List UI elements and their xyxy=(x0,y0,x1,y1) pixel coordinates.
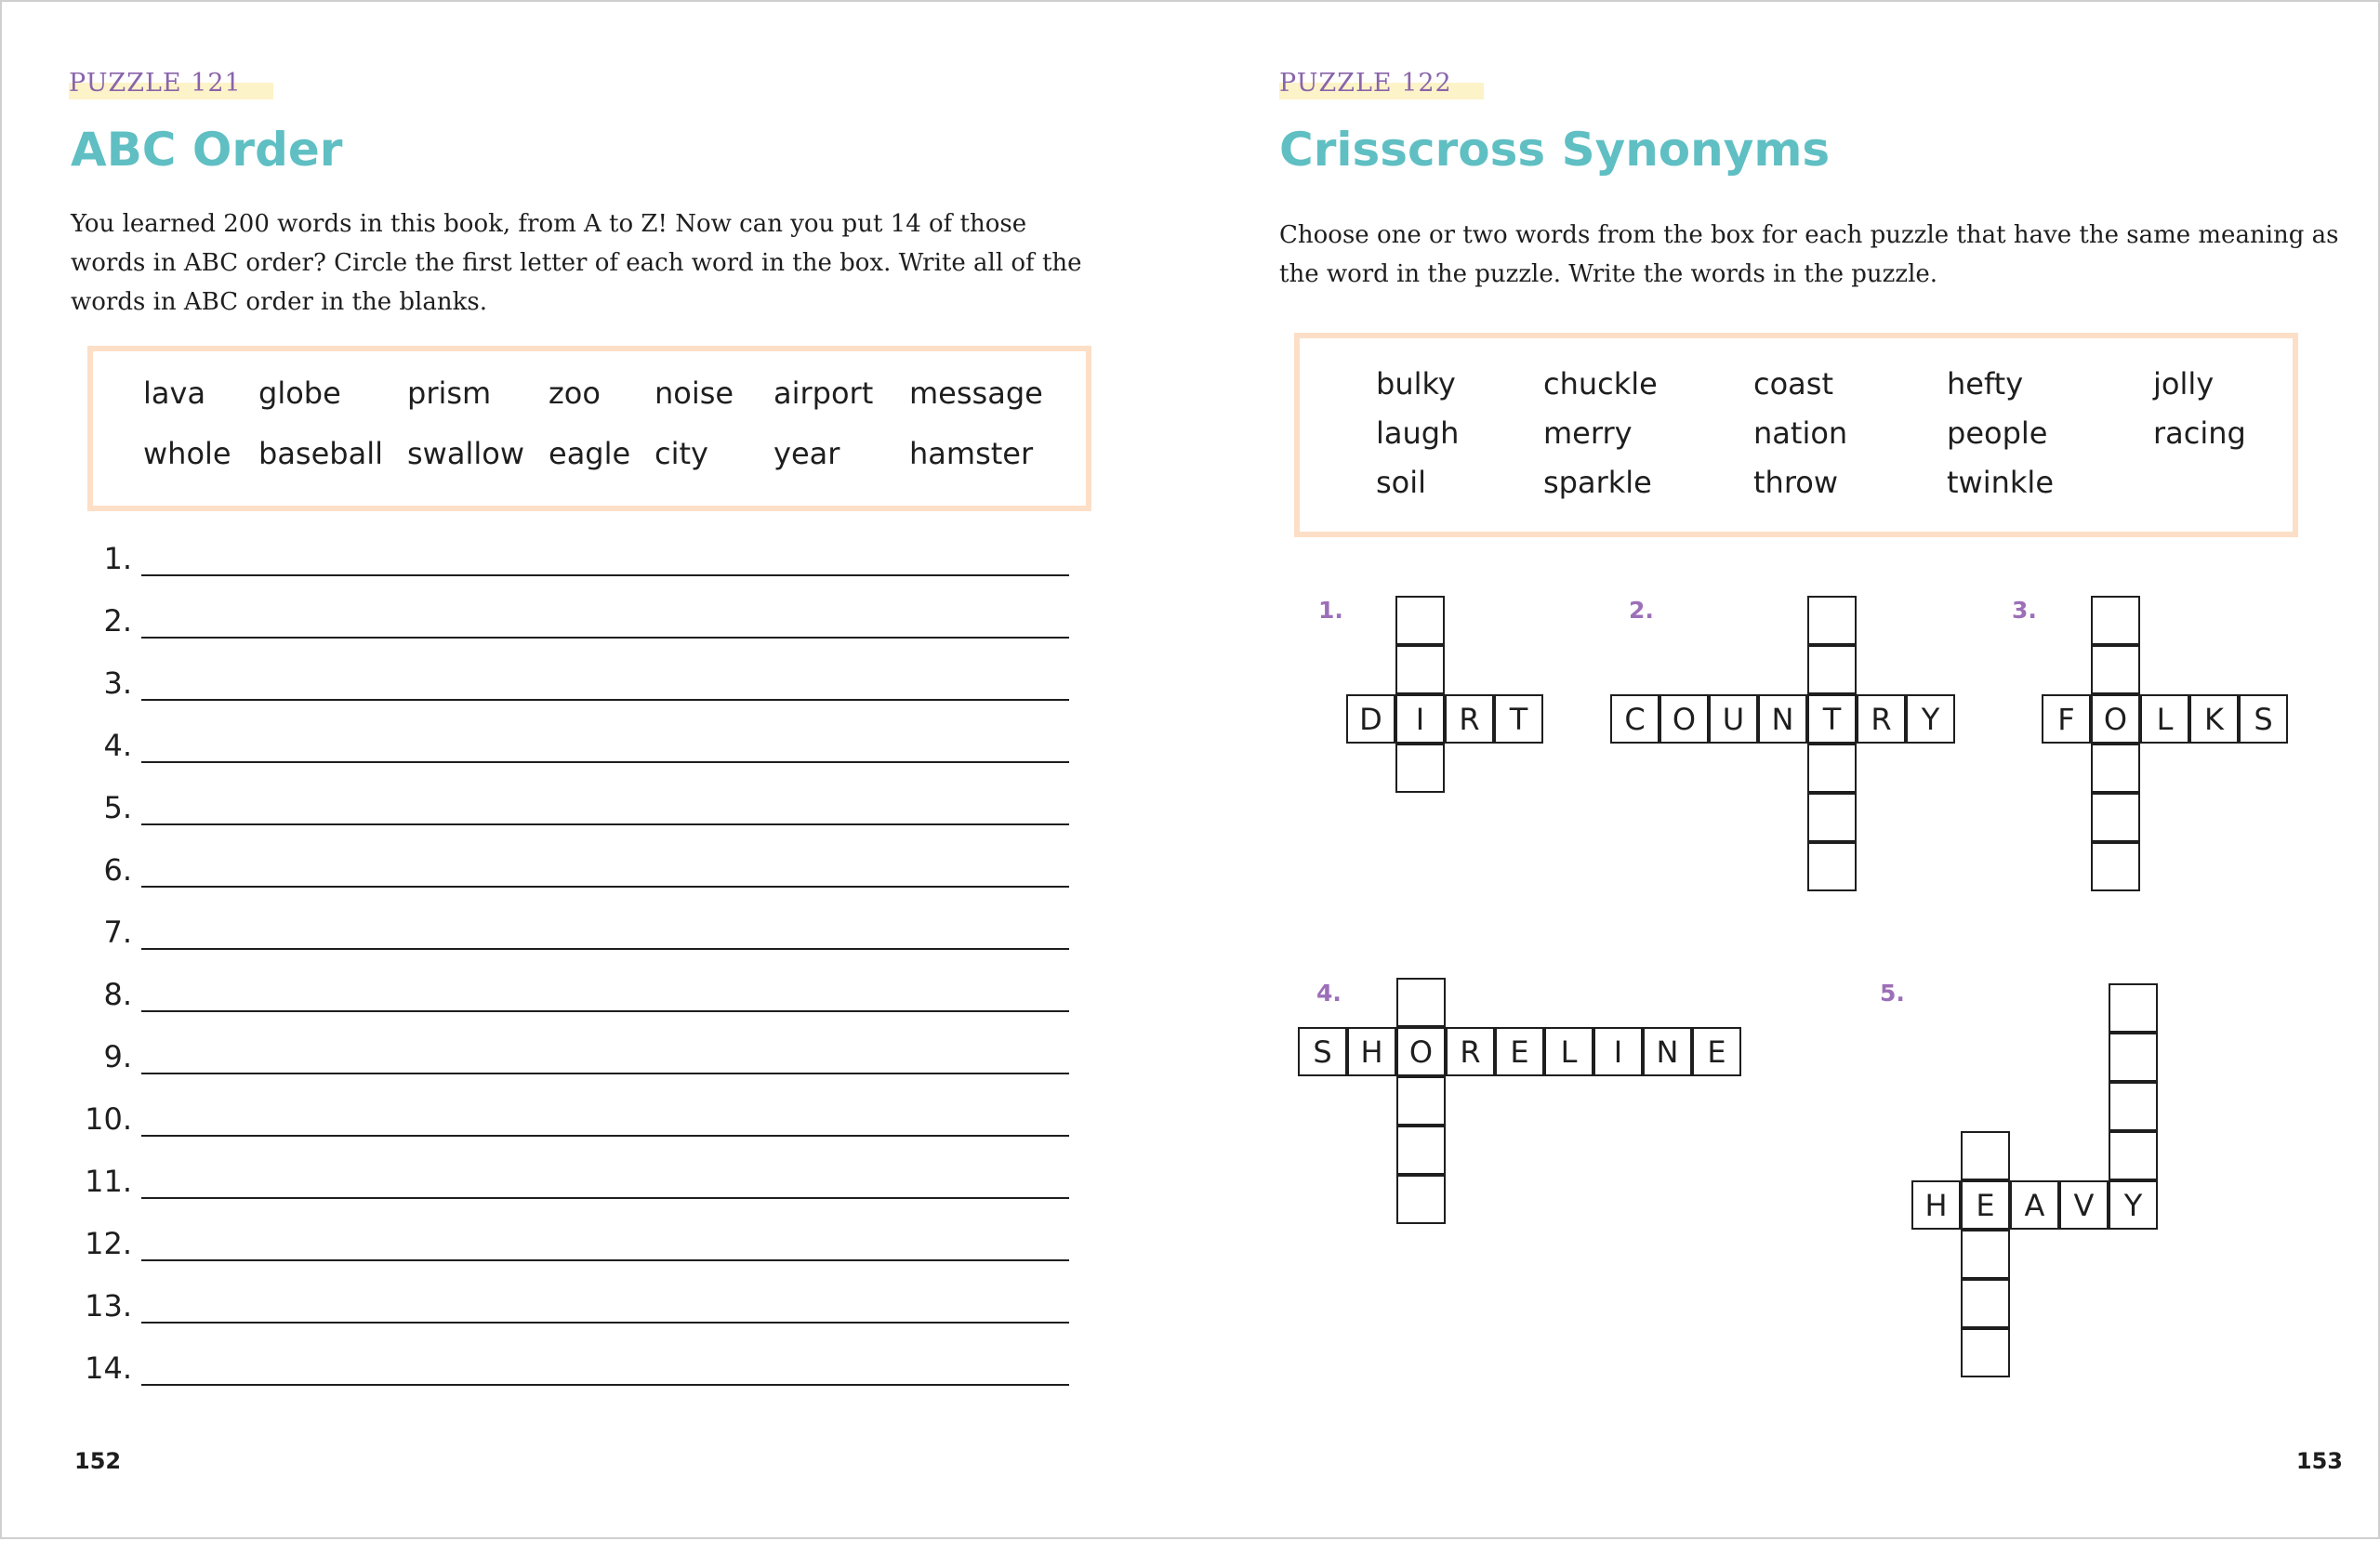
answer-blank[interactable] xyxy=(65,969,1069,1016)
word-box-item: noise xyxy=(654,375,734,411)
blank-line[interactable] xyxy=(141,637,1069,639)
letter-cell: E xyxy=(1495,1027,1544,1076)
answer-cell[interactable] xyxy=(1961,1328,2010,1377)
blank-number: 3. xyxy=(103,665,132,701)
letter-cell: R xyxy=(1446,1027,1495,1076)
answer-cell[interactable] xyxy=(1396,1126,1446,1175)
blank-line[interactable] xyxy=(141,886,1069,888)
page-number: 153 xyxy=(2295,1448,2343,1474)
blank-line[interactable] xyxy=(141,1384,1069,1386)
letter-cell: E xyxy=(1961,1180,2010,1230)
blank-number: 1. xyxy=(103,541,132,576)
blank-line[interactable] xyxy=(141,1073,1069,1074)
answer-blank[interactable] xyxy=(65,783,1069,829)
instructions: Choose one or two words from the box for each puzzle that have the same meaning as the word in the puzzle. Write the words in the puzzle. xyxy=(1279,221,2339,288)
word-box-item: merry xyxy=(1543,415,1633,451)
letter-cell: O xyxy=(1659,694,1709,744)
word-box-item: hamster xyxy=(909,436,1034,471)
letter-cell: R xyxy=(1445,694,1494,744)
answer-cell[interactable] xyxy=(2091,744,2140,793)
letter-cell: N xyxy=(1758,694,1807,744)
letter-cell: A xyxy=(2010,1180,2059,1230)
answer-cell[interactable] xyxy=(1396,1175,1446,1224)
blank-number: 10. xyxy=(85,1101,132,1137)
answer-cell[interactable] xyxy=(2109,1131,2158,1180)
answer-cell[interactable] xyxy=(2109,1082,2158,1131)
puzzle-label: PUZZLE 122 xyxy=(1279,69,1484,99)
answer-blank[interactable] xyxy=(65,1156,1069,1203)
blank-number: 6. xyxy=(103,852,132,888)
answer-blank[interactable] xyxy=(65,658,1069,705)
answer-cell[interactable] xyxy=(1396,1076,1446,1126)
answer-cell[interactable] xyxy=(2091,596,2140,645)
letter-cell: N xyxy=(1643,1027,1692,1076)
answer-blank[interactable] xyxy=(65,533,1069,580)
word-box-item: message xyxy=(909,375,1043,411)
word-box-item: year xyxy=(774,436,840,471)
answer-blank[interactable] xyxy=(65,1343,1069,1390)
answer-blank[interactable] xyxy=(65,845,1069,891)
word-box-item: airport xyxy=(774,375,874,411)
answer-cell[interactable] xyxy=(1395,596,1445,645)
letter-cell: L xyxy=(1544,1027,1593,1076)
answer-cell[interactable] xyxy=(1395,744,1445,793)
letter-cell: D xyxy=(1346,694,1395,744)
instructions: You learned 200 words in this book, from A to Z! Now can you put 14 of those words in ABC order? Circle the first letter of each word in the box. Write all of the words in ABC order in the blanks. xyxy=(71,210,1082,316)
puzzle-number: 2. xyxy=(1629,597,1654,624)
blank-number: 9. xyxy=(103,1039,132,1074)
letter-cell: C xyxy=(1610,694,1659,744)
answer-cell[interactable] xyxy=(1395,645,1445,694)
letter-cell: I xyxy=(1593,1027,1643,1076)
answer-cell[interactable] xyxy=(1961,1131,2010,1180)
blank-number: 2. xyxy=(103,603,132,639)
word-box-item: lava xyxy=(143,375,206,411)
word-box-item: jolly xyxy=(2153,366,2215,402)
blank-line[interactable] xyxy=(141,699,1069,701)
puzzle-number: 4. xyxy=(1316,980,1342,1007)
letter-cell: L xyxy=(2140,694,2189,744)
answer-cell[interactable] xyxy=(1396,978,1446,1027)
word-box-item: zoo xyxy=(549,375,601,411)
letter-cell: I xyxy=(1395,694,1445,744)
letter-cell: H xyxy=(1347,1027,1396,1076)
word-box-item: throw xyxy=(1753,465,1839,500)
blank-number: 5. xyxy=(103,790,132,825)
answer-blank[interactable] xyxy=(65,1032,1069,1078)
word-box-item: soil xyxy=(1376,465,1427,500)
letter-cell: T xyxy=(1807,694,1857,744)
answer-cell[interactable] xyxy=(1961,1279,2010,1328)
page-title: ABC Order xyxy=(71,123,343,177)
blank-number: 11. xyxy=(85,1164,132,1199)
blank-number: 12. xyxy=(85,1226,132,1261)
blank-number: 14. xyxy=(85,1350,132,1386)
answer-cell[interactable] xyxy=(2091,842,2140,891)
letter-cell: O xyxy=(2091,694,2140,744)
word-box-item: twinkle xyxy=(1947,465,2054,500)
left-page xyxy=(2,2,1192,1541)
answer-cell[interactable] xyxy=(2109,983,2158,1033)
puzzle-label: PUZZLE 121 xyxy=(69,69,273,99)
word-box xyxy=(1294,333,2298,537)
right-page xyxy=(1192,2,2380,1541)
puzzle-number: 3. xyxy=(2012,597,2037,624)
letter-cell: F xyxy=(2042,694,2091,744)
blank-line[interactable] xyxy=(141,1259,1069,1261)
answer-blank[interactable] xyxy=(65,720,1069,767)
letter-cell: Y xyxy=(1906,694,1955,744)
word-box-item: globe xyxy=(258,375,341,411)
blank-number: 8. xyxy=(103,977,132,1012)
word-box-item: coast xyxy=(1753,366,1833,402)
blank-line[interactable] xyxy=(141,948,1069,950)
letter-cell: E xyxy=(1692,1027,1741,1076)
word-box-item: swallow xyxy=(407,436,524,471)
word-box-item: sparkle xyxy=(1543,465,1652,500)
word-box-item: hefty xyxy=(1947,366,2024,402)
letter-cell: T xyxy=(1494,694,1543,744)
word-box-item: nation xyxy=(1753,415,1848,451)
blank-line[interactable] xyxy=(141,1322,1069,1324)
answer-cell[interactable] xyxy=(1807,744,1857,793)
letter-cell: S xyxy=(1298,1027,1347,1076)
word-box-item: whole xyxy=(143,436,231,471)
letter-cell: R xyxy=(1857,694,1906,744)
answer-blank[interactable] xyxy=(65,1218,1069,1265)
blank-number: 4. xyxy=(103,728,132,763)
page-title: Crisscross Synonyms xyxy=(1279,123,1831,177)
word-box xyxy=(87,346,1091,511)
blank-line[interactable] xyxy=(141,574,1069,576)
word-box-item: racing xyxy=(2153,415,2246,451)
letter-cell: K xyxy=(2189,694,2239,744)
letter-cell: V xyxy=(2059,1180,2109,1230)
answer-cell[interactable] xyxy=(1807,645,1857,694)
word-box-item: people xyxy=(1947,415,2048,451)
page-number: 152 xyxy=(74,1448,122,1474)
answer-cell[interactable] xyxy=(2091,793,2140,842)
answer-cell[interactable] xyxy=(2109,1033,2158,1082)
answer-blank[interactable] xyxy=(65,1281,1069,1327)
letter-cell: O xyxy=(1396,1027,1446,1076)
word-box-item: prism xyxy=(407,375,492,411)
blank-line[interactable] xyxy=(141,1010,1069,1012)
answer-cell[interactable] xyxy=(1961,1230,2010,1279)
blank-line[interactable] xyxy=(141,761,1069,763)
blank-number: 13. xyxy=(85,1288,132,1324)
answer-cell[interactable] xyxy=(1807,842,1857,891)
answer-blank[interactable] xyxy=(65,596,1069,642)
blank-number: 7. xyxy=(103,915,132,950)
answer-cell[interactable] xyxy=(1807,596,1857,645)
answer-blank[interactable] xyxy=(65,1094,1069,1140)
letter-cell: H xyxy=(1911,1180,1961,1230)
puzzle-number: 1. xyxy=(1318,597,1343,624)
word-box-item: bulky xyxy=(1376,366,1456,402)
answer-blank[interactable] xyxy=(65,907,1069,954)
blank-line[interactable] xyxy=(141,1135,1069,1137)
word-box-item: baseball xyxy=(258,436,383,471)
blank-line[interactable] xyxy=(141,1197,1069,1199)
answer-cell[interactable] xyxy=(1807,793,1857,842)
letter-cell: U xyxy=(1709,694,1758,744)
word-box-item: city xyxy=(654,436,708,471)
word-box-item: chuckle xyxy=(1543,366,1658,402)
word-box-item: laugh xyxy=(1376,415,1460,451)
puzzle-number: 5. xyxy=(1880,980,1905,1007)
letter-cell: S xyxy=(2239,694,2288,744)
word-box-item: eagle xyxy=(549,436,631,471)
answer-cell[interactable] xyxy=(2091,645,2140,694)
letter-cell: Y xyxy=(2109,1180,2158,1230)
blank-line[interactable] xyxy=(141,823,1069,825)
